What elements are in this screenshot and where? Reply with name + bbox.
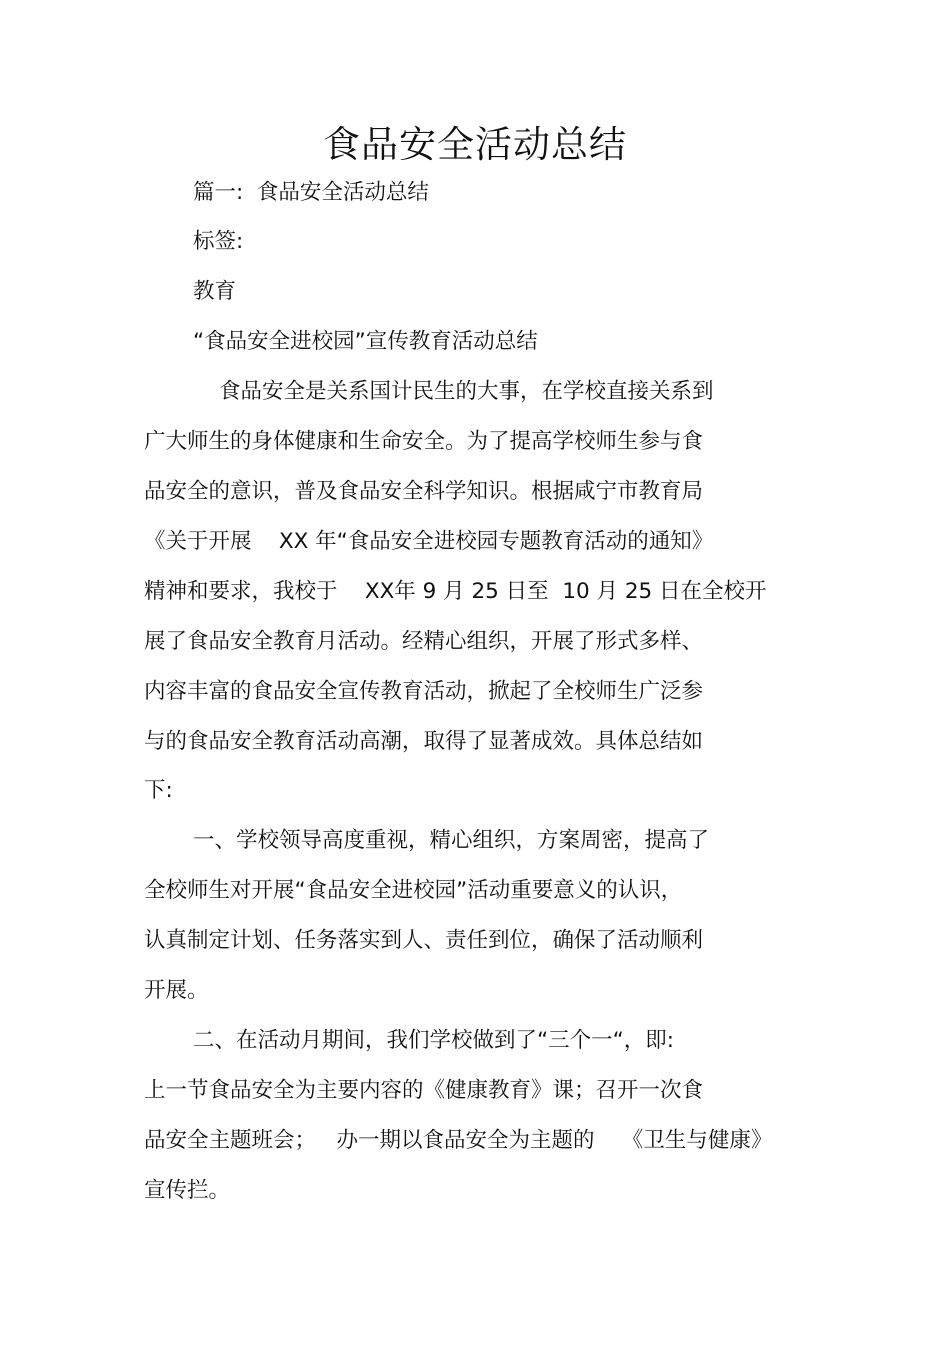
paragraph-line: 食品安全是关系国计民生的大事，在学校直接关系到 (219, 379, 714, 404)
article-subtitle: “食品安全进校园”宣传教育活动总结 (193, 329, 538, 354)
paragraph-line: 宣传拦。 (144, 1178, 231, 1203)
paragraph-line: 与的食品安全教育活动高潮，取得了显著成效。具体总结如 (144, 729, 704, 754)
paragraph-line: 上一节食品安全为主要内容的《健康教育》课；召开一次食 (144, 1078, 704, 1103)
paragraph-line: 品安全主题班会； 办一期以食品安全为主题的 《卫生与健康》 (144, 1128, 773, 1153)
paragraph-line: 《关于开展 XX 年“食品安全进校园专题教育活动的通知》 (144, 529, 714, 554)
paragraph-line: 认真制定计划、任务落实到人、责任到位，确保了活动顺利 (144, 928, 704, 953)
paragraph-line: 一、学校领导高度重视，精心组织，方案周密，提高了 (193, 828, 710, 853)
chapter-heading: 篇一: 食品安全活动总结 (193, 180, 429, 205)
paragraph-line: 开展。 (144, 978, 209, 1003)
paragraph-line: 全校师生对开展“食品安全进校园”活动重要意义的认识， (144, 878, 683, 903)
paragraph-line: 下: (144, 778, 173, 803)
document-title: 食品安全活动总结 (323, 123, 627, 166)
paragraph-line: 品安全的意识，普及食品安全科学知识。根据咸宁市教育局 (144, 479, 704, 504)
paragraph-line: 展了食品安全教育月活动。经精心组织，开展了形式多样、 (144, 629, 704, 654)
paragraph-line: 精神和要求，我校于 XX年 9 月 25 日至 10 月 25 日在全校开 (144, 579, 767, 604)
paragraph-line: 二、在活动月期间，我们学校做到了“三个一“，即: (193, 1028, 675, 1053)
tag-value: 教育 (193, 279, 237, 304)
paragraph-line: 广大师生的身体健康和生命安全。为了提高学校师生参与食 (144, 429, 704, 454)
paragraph-line: 内容丰富的食品安全宣传教育活动，掀起了全校师生广泛参 (144, 679, 704, 704)
tag-label: 标签: (193, 229, 244, 254)
